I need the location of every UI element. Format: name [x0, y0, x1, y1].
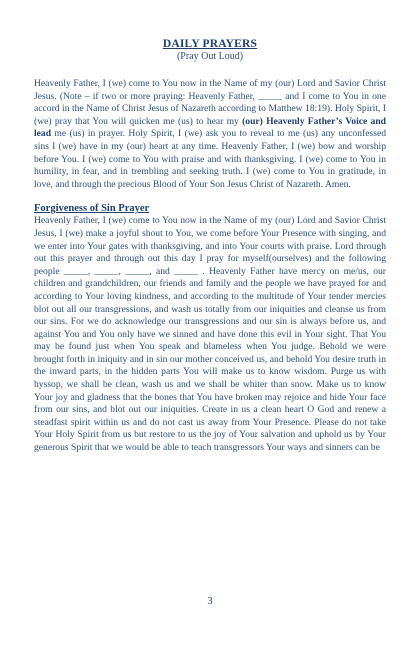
- opening-prayer-text-1: Heavenly Father, I (we) come to You now in the Name of my (our) Lord and Savior Christ Jesus. (Note – if two or more praying: Heavenly Father, _____ and I come to You in one accord in the Name of Christ Jesus of Nazareth according to Matthew 18:19). Holy Spirit, I (we) pray that You will quicken me (us) to hear my: [34, 78, 386, 127]
- page-title: DAILY PRAYERS: [162, 38, 258, 50]
- section-heading: Forgiveness of Sin Prayer: [34, 203, 150, 215]
- opening-prayer-paragraph: [34, 78, 386, 191]
- forgiveness-prayer-paragraph: Heavenly Father, I (we) come to You now in the Name of my (our) Lord and Savior Christ Jesus, I (we) make a joyful shout to You, we come before Your Presence with singing, and we enter into Your gates with thanksgiving, and into Your courts with praise. Lord through out this prayer and through out this day I pray for myself(ourselves) and the following people _____, _____, _____, and _____ . Heavenly Father have mercy on me/us, our children and grandchildren, our friends and family and the people we have prayed for and according to Your loving kindness, and according to the multitude of Your tender mercies blot out all our transgressions, and wash us totally from our iniquities and cleanse us from our sins. For we do acknowledge our transgressions and our sin is always before us, and against You and You only have we sinned and have done this evil in Your sight. That You may be found just when You speak and blameless when You judge. Behold we were brought forth in iniquity and in sin our mother conceived us, and behold You desire truth in the inward parts, in the hidden parts You will make us to know wisdom. Purge us with hyssop, we shall be clean, wash us and we shall be whiter than snow. Make us to know Your joy and gladness that the bones that You have broken may rejoice and hide Your face from our sins, and blot out our iniquities. Create in us a clean heart O God and renew a steadfast spirit within us and do not cast us away from Your Presence. Please do not take Your Holy Spirit from us but restore to us the joy of Your salvation and uphold us by Your generous Spirit that we would be able to teach transgressors Your ways and sinners can be: [34, 215, 386, 454]
- page-number: 3: [207, 596, 213, 607]
- page-subtitle: (Pray Out Loud): [176, 51, 244, 62]
- opening-prayer-bold-text: (our) Heavenly Father’s Voice and lead: [34, 115, 386, 140]
- opening-prayer-text-2: me (us) in prayer. Holy Spirit, I (we) ask you to reveal to me (us) any unconfessed sins I (we) have in my (our) heart at any time. Heavenly Father, I (we) bow and worship before You. I (we) come to You with praise and with thanksgiving. I (we) come to You in humility, in fear, and in trembling and seeking truth. I (we) come to You in gratitude, in love, and through the precious Blood of Your Son Jesus Christ of Nazareth. Amen.: [34, 128, 386, 190]
